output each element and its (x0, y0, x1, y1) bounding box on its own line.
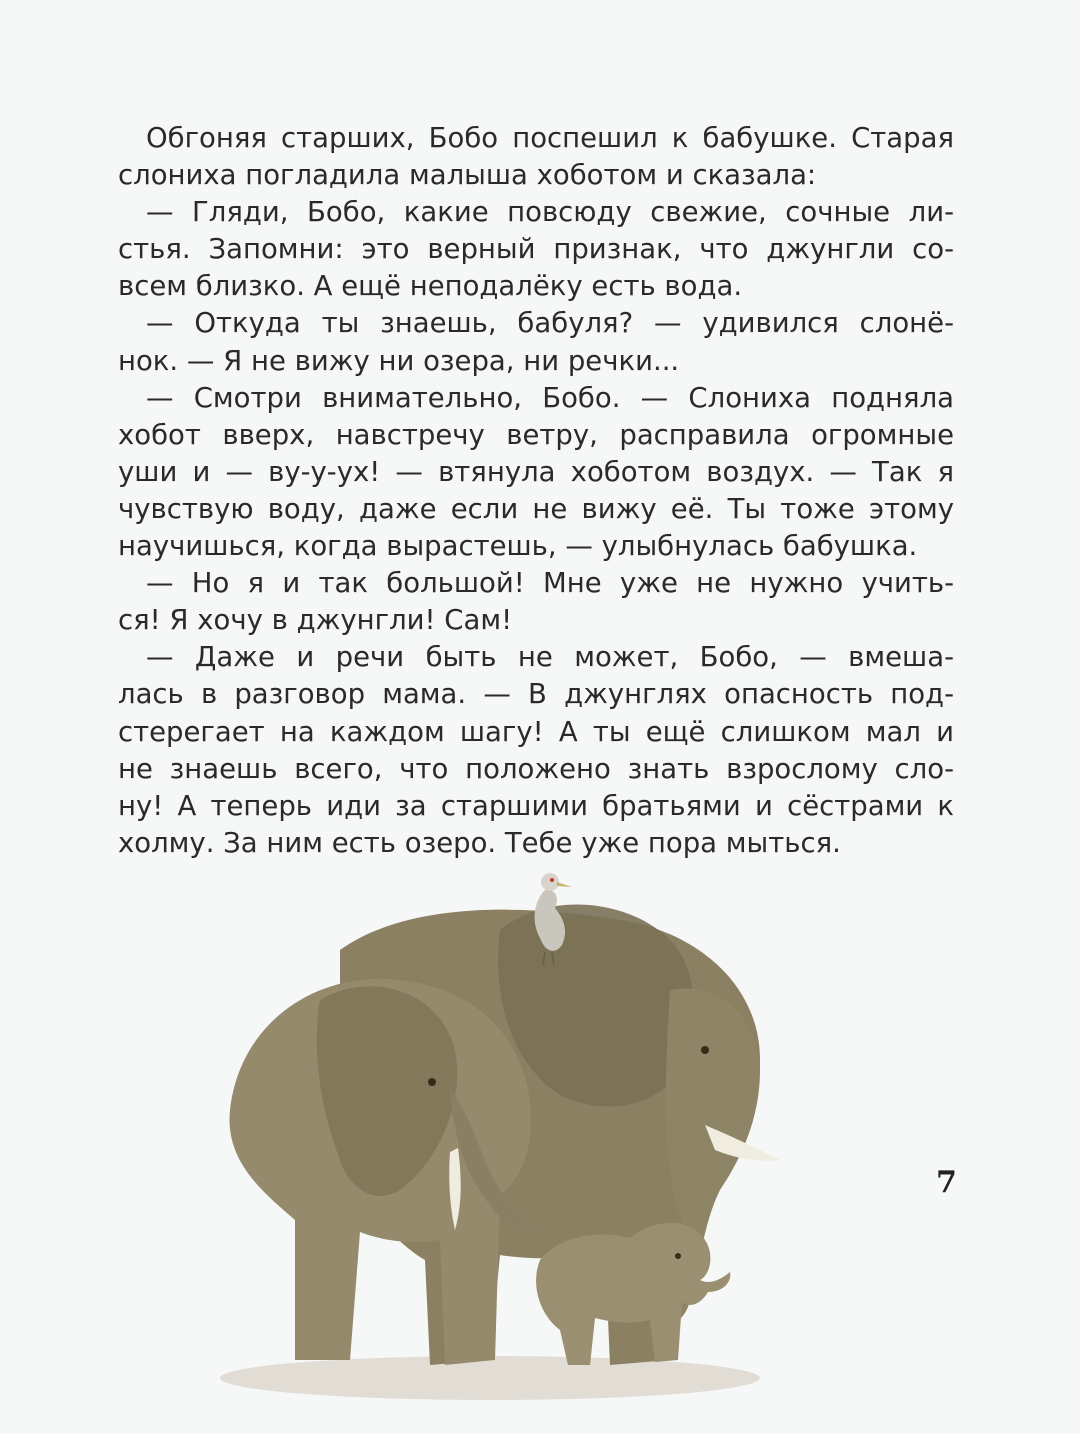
text-line: слониха погладила малыша хоботом и сказала: (118, 159, 817, 192)
text-line: — Но я и так большой! Мне уже не нужно учить- (146, 567, 954, 600)
page-number: 7 (936, 1165, 957, 1200)
text-line: ну! А теперь иди за старшими братьями и сёстрами к (118, 789, 954, 822)
text-line: чувствую воду, даже если не вижу её. Ты тоже этому (118, 492, 954, 525)
elephant-illustration (200, 860, 800, 1420)
text-line: ся! Я хочу в джунгли! Сам! (118, 604, 513, 637)
text-line: научишься, когда вырастешь, — улыбнулась бабушка. (118, 530, 918, 563)
text-line: уши и — ву-у-ух! — втянула хоботом воздух. — Так я (118, 455, 954, 488)
text-line: — Гляди, Бобо, какие повсюду свежие, сочные ли- (146, 196, 954, 229)
text-line: — Откуда ты знаешь, бабуля? — удивился слонё- (146, 307, 954, 340)
text-line: стерегает на каждом шагу! А ты ещё слишком мал и (118, 715, 954, 748)
ground-shadow (220, 1356, 760, 1400)
text-line: лась в разговор мама. — В джунглях опасность под- (118, 678, 954, 711)
text-line: нок. — Я не вижу ни озера, ни речки... (118, 344, 680, 377)
front-elephant (230, 979, 531, 1365)
story-text (118, 120, 954, 862)
text-line: стья. Запомни: это верный признак, что джунгли со- (118, 233, 954, 266)
text-line: хобот вверх, навстречу ветру, расправила огромные (118, 418, 954, 451)
text-line: всем близко. А ещё неподалёку есть вода. (118, 270, 743, 303)
text-line: не знаешь всего, что положено знать взрослому сло- (118, 752, 954, 785)
text-line: — Смотри внимательно, Бобо. — Слониха подняла (146, 381, 954, 414)
text-line: Обгоняя старших, Бобо поспешил к бабушке. Старая (146, 122, 954, 154)
text-line: холму. За ним есть озеро. Тебе уже пора мыться. (118, 826, 841, 859)
text-line: — Даже и речи быть не может, Бобо, — вмеша- (146, 641, 954, 674)
